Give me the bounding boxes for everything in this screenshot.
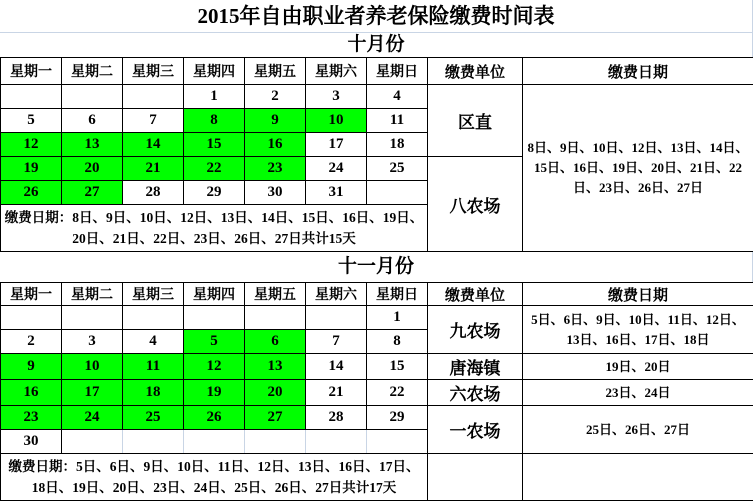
- october-month-title: 十月份: [0, 33, 753, 57]
- day-cell[interactable]: [1, 306, 62, 330]
- day-cell[interactable]: 10: [62, 354, 123, 380]
- day-cell[interactable]: 13: [62, 133, 123, 157]
- day-cell[interactable]: 23: [1, 406, 62, 430]
- week-row: [1, 406, 753, 430]
- day-cell[interactable]: 30: [245, 181, 306, 205]
- unit-cell-quzhi[interactable]: 区直: [428, 85, 523, 157]
- day-cell[interactable]: [306, 430, 367, 454]
- day-cell[interactable]: 17: [306, 133, 367, 157]
- day-cell[interactable]: 1: [367, 306, 428, 330]
- october-summary-cell[interactable]: 缴费日期：8日、9日、10日、12日、13日、14日、15日、16日、19日、20日、21日、22日、23日、26日、27日共计15天: [1, 205, 428, 252]
- weekday-header-tue: 星期二: [62, 58, 123, 85]
- november-month-title: 十一月份: [0, 252, 753, 282]
- day-cell[interactable]: 25: [123, 406, 184, 430]
- weekday-header-sat: 星期六: [306, 283, 367, 306]
- unit-cell-liunongchang[interactable]: 六农场: [428, 380, 523, 406]
- day-cell[interactable]: 2: [245, 85, 306, 109]
- day-cell[interactable]: 5: [1, 109, 62, 133]
- day-cell[interactable]: 8: [367, 330, 428, 354]
- day-cell[interactable]: 30: [1, 430, 62, 454]
- day-cell[interactable]: [1, 85, 62, 109]
- day-cell[interactable]: 12: [1, 133, 62, 157]
- day-cell[interactable]: 28: [306, 406, 367, 430]
- day-cell[interactable]: [245, 306, 306, 330]
- day-cell[interactable]: 4: [367, 85, 428, 109]
- dates-column-header: 缴费日期: [523, 58, 753, 85]
- day-cell[interactable]: 20: [62, 157, 123, 181]
- day-cell[interactable]: 18: [367, 133, 428, 157]
- november-header-row: [1, 283, 753, 306]
- day-cell[interactable]: 23: [245, 157, 306, 181]
- october-header-row: [1, 58, 753, 85]
- day-cell[interactable]: 31: [306, 181, 367, 205]
- day-cell[interactable]: [245, 430, 306, 454]
- day-cell[interactable]: 7: [123, 109, 184, 133]
- weekday-header-fri: 星期五: [245, 58, 306, 85]
- dates-cell-tanghaizhen[interactable]: 19日、20日: [523, 354, 753, 380]
- day-cell[interactable]: 18: [123, 380, 184, 406]
- unit-column-header: 缴费单位: [428, 283, 523, 306]
- day-cell[interactable]: 26: [1, 181, 62, 205]
- day-cell[interactable]: [123, 430, 184, 454]
- day-cell[interactable]: 29: [184, 181, 245, 205]
- day-cell[interactable]: 26: [184, 406, 245, 430]
- day-cell[interactable]: 7: [306, 330, 367, 354]
- day-cell[interactable]: 14: [306, 354, 367, 380]
- day-cell[interactable]: 15: [184, 133, 245, 157]
- day-cell[interactable]: 19: [184, 380, 245, 406]
- day-cell[interactable]: 24: [306, 157, 367, 181]
- day-cell[interactable]: 6: [62, 109, 123, 133]
- weekday-header-wed: 星期三: [123, 283, 184, 306]
- day-cell[interactable]: 16: [1, 380, 62, 406]
- unit-cell-banongchang[interactable]: 八农场: [428, 157, 523, 252]
- day-cell[interactable]: 20: [245, 380, 306, 406]
- weekday-header-sun: 星期日: [367, 283, 428, 306]
- day-cell[interactable]: 14: [123, 133, 184, 157]
- day-cell[interactable]: 2: [1, 330, 62, 354]
- day-cell[interactable]: 9: [1, 354, 62, 380]
- page-title: 2015年自由职业者养老保险缴费时间表: [0, 0, 753, 33]
- weekday-header-sat: 星期六: [306, 58, 367, 85]
- day-cell[interactable]: 25: [367, 157, 428, 181]
- dates-column-header: 缴费日期: [523, 283, 753, 306]
- day-cell[interactable]: 16: [245, 133, 306, 157]
- unit-column-header: 缴费单位: [428, 58, 523, 85]
- day-cell[interactable]: [62, 85, 123, 109]
- day-cell[interactable]: 9: [245, 109, 306, 133]
- weekday-header-thu: 星期四: [184, 283, 245, 306]
- day-cell[interactable]: 24: [62, 406, 123, 430]
- summary-unit-empty-cell[interactable]: [428, 454, 523, 501]
- dates-cell-liunongchang[interactable]: 23日、24日: [523, 380, 753, 406]
- day-cell[interactable]: 1: [184, 85, 245, 109]
- day-cell[interactable]: [367, 430, 428, 454]
- week-row: [1, 354, 753, 380]
- october-dates-cell[interactable]: 8日、9日、10日、12日、13日、14日、15日、16日、19日、20日、21日、22日、23日、26日、27日: [523, 85, 753, 252]
- day-cell[interactable]: 21: [123, 157, 184, 181]
- day-cell[interactable]: 11: [367, 109, 428, 133]
- weekday-header-mon: 星期一: [1, 283, 62, 306]
- weekday-header-mon: 星期一: [1, 58, 62, 85]
- weekday-header-wed: 星期三: [123, 58, 184, 85]
- day-cell[interactable]: 3: [62, 330, 123, 354]
- day-cell[interactable]: 12: [184, 354, 245, 380]
- day-cell[interactable]: 27: [245, 406, 306, 430]
- dates-cell-jiunongchang[interactable]: 5日、6日、9日、10日、11日、12日、13日、16日、17日、18日: [523, 306, 753, 354]
- day-cell[interactable]: 5: [184, 330, 245, 354]
- day-cell[interactable]: [184, 430, 245, 454]
- day-cell[interactable]: 17: [62, 380, 123, 406]
- day-cell[interactable]: 13: [245, 354, 306, 380]
- week-row: [1, 306, 753, 330]
- day-cell[interactable]: 28: [123, 181, 184, 205]
- day-cell[interactable]: 8: [184, 109, 245, 133]
- week-row: [1, 380, 753, 406]
- november-summary-row: [1, 454, 753, 501]
- weekday-header-thu: 星期四: [184, 58, 245, 85]
- summary-dates-empty-cell[interactable]: [523, 454, 753, 501]
- day-cell[interactable]: 10: [306, 109, 367, 133]
- november-summary-cell[interactable]: 缴费日期：5日、6日、9日、10日、11日、12日、13日、16日、17日、18日、19日、20日、23日、24日、25日、26日、27日共计17天: [1, 454, 428, 501]
- day-cell[interactable]: [306, 306, 367, 330]
- weekday-header-tue: 星期二: [62, 283, 123, 306]
- day-cell[interactable]: [62, 306, 123, 330]
- october-table: [0, 57, 753, 252]
- day-cell[interactable]: 22: [367, 380, 428, 406]
- day-cell[interactable]: 19: [1, 157, 62, 181]
- day-cell[interactable]: [62, 430, 123, 454]
- day-cell[interactable]: 29: [367, 406, 428, 430]
- day-cell[interactable]: 27: [62, 181, 123, 205]
- day-cell[interactable]: 21: [306, 380, 367, 406]
- weekday-header-fri: 星期五: [245, 283, 306, 306]
- day-cell[interactable]: 11: [123, 354, 184, 380]
- day-cell[interactable]: 22: [184, 157, 245, 181]
- unit-cell-yinongchang[interactable]: 一农场: [428, 406, 523, 454]
- week-row: [1, 85, 753, 109]
- day-cell[interactable]: [123, 306, 184, 330]
- day-cell[interactable]: 6: [245, 330, 306, 354]
- day-cell[interactable]: 3: [306, 85, 367, 109]
- day-cell[interactable]: 4: [123, 330, 184, 354]
- day-cell[interactable]: [184, 306, 245, 330]
- day-cell[interactable]: 15: [367, 354, 428, 380]
- unit-cell-jiunongchang[interactable]: 九农场: [428, 306, 523, 354]
- dates-cell-yinongchang[interactable]: 25日、26日、27日: [523, 406, 753, 454]
- unit-cell-tanghaizhen[interactable]: 唐海镇: [428, 354, 523, 380]
- day-cell[interactable]: [123, 85, 184, 109]
- day-cell[interactable]: [367, 181, 428, 205]
- weekday-header-sun: 星期日: [367, 58, 428, 85]
- november-table: [0, 282, 753, 501]
